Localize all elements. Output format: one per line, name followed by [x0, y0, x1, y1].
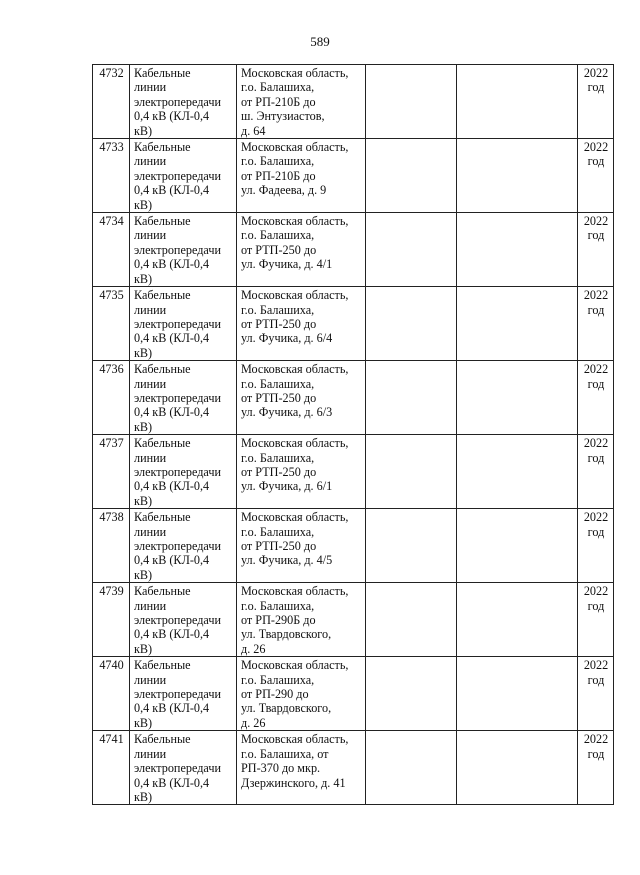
- object-name-line: Кабельные: [134, 362, 191, 377]
- year-line: 2022: [583, 288, 609, 303]
- year-cell: [578, 139, 614, 213]
- address-line: Московская область,: [241, 732, 349, 747]
- object-name-line: линии: [134, 672, 167, 687]
- address-line: Московская область,: [241, 584, 349, 599]
- empty-cell: [366, 213, 457, 287]
- object-name-line: 0,4 кВ (КЛ-0,4: [134, 257, 210, 272]
- address-line: Московская область,: [241, 140, 349, 155]
- row-number-cell: [93, 213, 130, 287]
- empty-cell: [457, 139, 578, 213]
- row-number: 4739: [99, 584, 124, 599]
- object-name-line: Кабельные: [134, 436, 191, 451]
- address-line: ул. Твардовского,: [241, 701, 332, 716]
- year-line: 2022: [583, 140, 609, 155]
- object-name-line: Кабельные: [134, 510, 191, 525]
- address-line: Московская область,: [241, 510, 349, 525]
- address-line: г.о. Балашиха,: [241, 80, 315, 95]
- table-row: [93, 65, 614, 139]
- year-cell: [578, 65, 614, 139]
- row-number-cell: [93, 139, 130, 213]
- address-cell: [237, 361, 366, 435]
- year-line: год: [587, 598, 605, 613]
- year-line: 2022: [583, 436, 609, 451]
- address-line: г.о. Балашиха,: [241, 376, 315, 391]
- object-name-cell: [130, 657, 237, 731]
- address-line: д. 26: [241, 715, 266, 730]
- address-line: от РП-210Б до: [241, 94, 316, 109]
- object-name-line: 0,4 кВ (КЛ-0,4: [134, 553, 210, 568]
- object-name-line: электропередачи: [134, 242, 221, 257]
- year-line: год: [587, 746, 605, 761]
- table-row: [93, 287, 614, 361]
- address-cell: [237, 213, 366, 287]
- year-line: год: [587, 80, 605, 95]
- year-cell: [578, 509, 614, 583]
- address-cell: [237, 583, 366, 657]
- address-line: ул. Фучика, д. 6/3: [241, 405, 333, 420]
- object-name-line: линии: [134, 746, 167, 761]
- object-name-line: кВ): [134, 197, 153, 212]
- address-cell: [237, 139, 366, 213]
- year-cell: [578, 435, 614, 509]
- table-row: [93, 657, 614, 731]
- year-line: 2022: [583, 658, 609, 673]
- object-name-line: Кабельные: [134, 584, 191, 599]
- object-name-line: кВ): [134, 123, 153, 138]
- row-number: 4735: [99, 288, 124, 303]
- object-name-line: кВ): [134, 419, 153, 434]
- address-line: ул. Фучика, д. 4/1: [241, 257, 333, 272]
- address-line: Дзержинского, д. 41: [241, 775, 346, 790]
- address-cell: [237, 509, 366, 583]
- object-name-line: электропередачи: [134, 168, 221, 183]
- address-line: от РТП-250 до: [241, 464, 317, 479]
- year-cell: [578, 731, 614, 805]
- object-name-cell: [130, 213, 237, 287]
- object-name-line: линии: [134, 154, 167, 169]
- object-name-line: кВ): [134, 715, 153, 730]
- row-number: 4736: [99, 362, 124, 377]
- object-name-line: Кабельные: [134, 732, 191, 747]
- year-line: год: [587, 154, 605, 169]
- address-line: ул. Твардовского,: [241, 627, 332, 642]
- address-line: от РП-290 до: [241, 687, 309, 702]
- row-number-cell: [93, 731, 130, 805]
- address-cell: [237, 435, 366, 509]
- object-name-line: 0,4 кВ (КЛ-0,4: [134, 701, 210, 716]
- address-line: от РТП-250 до: [241, 242, 317, 257]
- empty-cell: [457, 657, 578, 731]
- table-row: [93, 361, 614, 435]
- object-name-line: электропередачи: [134, 316, 221, 331]
- object-name-line: линии: [134, 450, 167, 465]
- year-line: год: [587, 302, 605, 317]
- row-number: 4741: [99, 732, 124, 747]
- object-name-line: линии: [134, 80, 167, 95]
- object-name-cell: [130, 139, 237, 213]
- row-number: 4734: [99, 214, 124, 229]
- object-name-cell: [130, 435, 237, 509]
- object-name-line: электропередачи: [134, 687, 221, 702]
- table-row: [93, 731, 614, 805]
- empty-cell: [457, 583, 578, 657]
- object-name-line: Кабельные: [134, 214, 191, 229]
- object-name-cell: [130, 731, 237, 805]
- empty-cell: [366, 583, 457, 657]
- year-line: год: [587, 524, 605, 539]
- object-name-line: электропередачи: [134, 390, 221, 405]
- empty-cell: [366, 731, 457, 805]
- address-line: г.о. Балашиха,: [241, 228, 315, 243]
- row-number: 4732: [99, 66, 124, 80]
- empty-cell: [366, 65, 457, 139]
- table-row: [93, 509, 614, 583]
- address-line: ш. Энтузиастов,: [241, 109, 325, 124]
- address-line: г.о. Балашиха,: [241, 302, 315, 317]
- row-number: 4738: [99, 510, 124, 525]
- year-line: 2022: [583, 214, 609, 229]
- year-line: 2022: [583, 584, 609, 599]
- object-name-line: 0,4 кВ (КЛ-0,4: [134, 183, 210, 198]
- empty-cell: [366, 657, 457, 731]
- object-name-line: электропередачи: [134, 464, 221, 479]
- empty-cell: [457, 731, 578, 805]
- address-line: Московская область,: [241, 658, 349, 673]
- registry-table: [92, 64, 614, 805]
- address-line: РП-370 до мкр.: [241, 761, 321, 776]
- object-name-line: 0,4 кВ (КЛ-0,4: [134, 479, 210, 494]
- address-line: Московская область,: [241, 288, 349, 303]
- address-line: от РТП-250 до: [241, 316, 317, 331]
- address-line: от РП-210Б до: [241, 168, 316, 183]
- address-line: ул. Фучика, д. 6/4: [241, 331, 333, 346]
- empty-cell: [366, 361, 457, 435]
- row-number-cell: [93, 583, 130, 657]
- year-cell: [578, 583, 614, 657]
- empty-cell: [457, 287, 578, 361]
- address-cell: [237, 65, 366, 139]
- object-name-line: Кабельные: [134, 288, 191, 303]
- table-row: [93, 139, 614, 213]
- address-line: г.о. Балашиха,: [241, 154, 315, 169]
- row-number-cell: [93, 65, 130, 139]
- year-cell: [578, 361, 614, 435]
- empty-cell: [366, 509, 457, 583]
- object-name-line: линии: [134, 302, 167, 317]
- object-name-line: кВ): [134, 789, 153, 804]
- year-line: год: [587, 376, 605, 391]
- address-line: г.о. Балашиха,: [241, 450, 315, 465]
- object-name-line: линии: [134, 228, 167, 243]
- object-name-line: 0,4 кВ (КЛ-0,4: [134, 331, 210, 346]
- table-row: [93, 435, 614, 509]
- empty-cell: [366, 287, 457, 361]
- object-name-line: линии: [134, 524, 167, 539]
- object-name-line: линии: [134, 598, 167, 613]
- empty-cell: [366, 435, 457, 509]
- address-line: д. 26: [241, 641, 266, 656]
- object-name-cell: [130, 583, 237, 657]
- object-name-line: линии: [134, 376, 167, 391]
- object-name-cell: [130, 509, 237, 583]
- object-name-line: 0,4 кВ (КЛ-0,4: [134, 775, 210, 790]
- year-line: 2022: [583, 732, 609, 747]
- row-number-cell: [93, 435, 130, 509]
- year-line: год: [587, 450, 605, 465]
- object-name-line: Кабельные: [134, 658, 191, 673]
- object-name-line: Кабельные: [134, 140, 191, 155]
- object-name-line: 0,4 кВ (КЛ-0,4: [134, 627, 210, 642]
- address-cell: [237, 657, 366, 731]
- empty-cell: [457, 361, 578, 435]
- address-cell: [237, 731, 366, 805]
- registry-rows: [93, 65, 614, 805]
- address-line: Московская область,: [241, 66, 349, 80]
- address-cell: [237, 287, 366, 361]
- address-line: ул. Фадеева, д. 9: [241, 183, 327, 198]
- object-name-line: 0,4 кВ (КЛ-0,4: [134, 405, 210, 420]
- year-cell: [578, 213, 614, 287]
- object-name-cell: [130, 65, 237, 139]
- row-number: 4740: [99, 658, 124, 673]
- address-line: от РП-290Б до: [241, 613, 316, 628]
- empty-cell: [457, 65, 578, 139]
- row-number: 4737: [99, 436, 124, 451]
- object-name-line: Кабельные: [134, 66, 191, 80]
- object-name-cell: [130, 361, 237, 435]
- address-line: от РТП-250 до: [241, 390, 317, 405]
- address-line: от РТП-250 до: [241, 539, 317, 553]
- address-line: Московская область,: [241, 362, 349, 377]
- empty-cell: [457, 435, 578, 509]
- address-line: г.о. Балашиха,: [241, 672, 315, 687]
- address-line: ул. Фучика, д. 6/1: [241, 479, 333, 494]
- object-name-line: электропередачи: [134, 761, 221, 776]
- object-name-line: кВ): [134, 345, 153, 360]
- year-line: 2022: [583, 362, 609, 377]
- row-number-cell: [93, 657, 130, 731]
- address-line: Московская область,: [241, 436, 349, 451]
- address-line: г.о. Балашиха, от: [241, 746, 329, 761]
- object-name-line: кВ): [134, 271, 153, 286]
- row-number: 4733: [99, 140, 124, 155]
- year-cell: [578, 287, 614, 361]
- object-name-line: электропередачи: [134, 94, 221, 109]
- year-line: 2022: [583, 66, 609, 80]
- object-name-line: кВ): [134, 641, 153, 656]
- object-name-line: электропередачи: [134, 539, 221, 553]
- address-line: ул. Фучика, д. 4/5: [241, 553, 333, 568]
- empty-cell: [366, 139, 457, 213]
- row-number-cell: [93, 361, 130, 435]
- year-line: год: [587, 228, 605, 243]
- empty-cell: [457, 213, 578, 287]
- object-name-line: кВ): [134, 493, 153, 508]
- row-number-cell: [93, 287, 130, 361]
- address-line: д. 64: [241, 123, 266, 138]
- year-line: 2022: [583, 510, 609, 525]
- address-line: Московская область,: [241, 214, 349, 229]
- table-row: [93, 213, 614, 287]
- page-number: 589: [310, 34, 330, 49]
- address-line: г.о. Балашиха,: [241, 598, 315, 613]
- address-line: г.о. Балашиха,: [241, 524, 315, 539]
- object-name-cell: [130, 287, 237, 361]
- year-cell: [578, 657, 614, 731]
- empty-cell: [457, 509, 578, 583]
- object-name-line: 0,4 кВ (КЛ-0,4: [134, 109, 210, 124]
- row-number-cell: [93, 509, 130, 583]
- object-name-line: кВ): [134, 567, 153, 582]
- table-row: [93, 583, 614, 657]
- object-name-line: электропередачи: [134, 613, 221, 628]
- year-line: год: [587, 672, 605, 687]
